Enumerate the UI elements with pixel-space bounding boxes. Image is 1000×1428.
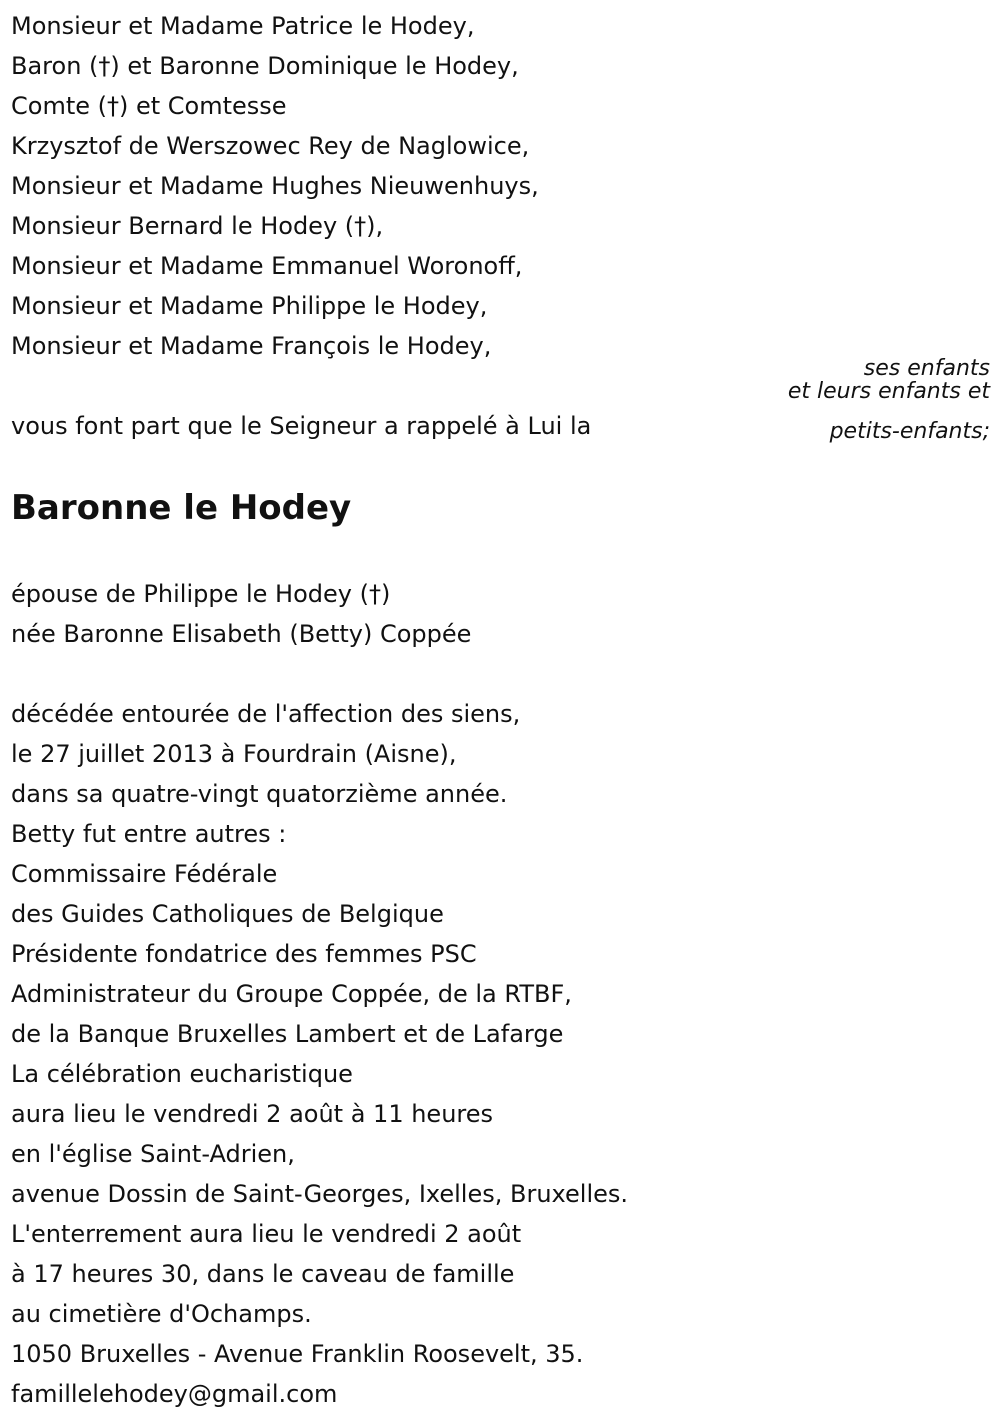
contact-email[interactable]: famillelehodey@gmail.com (11, 1380, 338, 1408)
family-member-line: Baron (†) et Baronne Dominique le Hodey, (11, 52, 519, 80)
family-member-line: Monsieur et Madame Hughes Nieuwenhuys, (11, 172, 539, 200)
body-line: 1050 Bruxelles - Avenue Franklin Roosevelt, 35. (11, 1340, 584, 1368)
body-line: La célébration eucharistique (11, 1060, 353, 1088)
family-member-line: Monsieur et Madame François le Hodey, (11, 332, 492, 360)
body-line: le 27 juillet 2013 à Fourdrain (Aisne), (11, 740, 457, 768)
body-line: de la Banque Bruxelles Lambert et de Lafarge (11, 1020, 564, 1048)
maiden-name-line: née Baronne Elisabeth (Betty) Coppée (11, 620, 472, 648)
family-member-line: Krzysztof de Werszowec Rey de Naglowice, (11, 132, 530, 160)
family-member-line: Monsieur et Madame Patrice le Hodey, (11, 12, 475, 40)
body-line: des Guides Catholiques de Belgique (11, 900, 444, 928)
body-line: Commissaire Fédérale (11, 860, 278, 888)
deceased-name: Baronne le Hodey (11, 488, 352, 528)
family-member-line: Monsieur et Madame Philippe le Hodey, (11, 292, 488, 320)
body-line: L'enterrement aura lieu le vendredi 2 août (11, 1220, 522, 1248)
body-line: décédée entourée de l'affection des siens, (11, 700, 521, 728)
relation-great-grandchildren: petits-enfants; (829, 419, 990, 444)
body-line: au cimetière d'Ochamps. (11, 1300, 312, 1328)
family-member-line: Monsieur Bernard le Hodey (†), (11, 212, 384, 240)
family-member-line: Monsieur et Madame Emmanuel Woronoff, (11, 252, 523, 280)
family-member-line: Comte (†) et Comtesse (11, 92, 287, 120)
body-line: en l'église Saint-Adrien, (11, 1140, 295, 1168)
body-line: avenue Dossin de Saint-Georges, Ixelles, Bruxelles. (11, 1180, 629, 1208)
announcement: vous font part que le Seigneur a rappelé à Lui la (11, 412, 592, 440)
body-line: aura lieu le vendredi 2 août à 11 heures (11, 1100, 494, 1128)
relation-grandchildren: et leurs enfants et (787, 379, 990, 404)
body-line: dans sa quatre-vingt quatorzième année. (11, 780, 508, 808)
body-line: Présidente fondatrice des femmes PSC (11, 940, 477, 968)
body-line: Administrateur du Groupe Coppée, de la RTBF, (11, 980, 572, 1008)
relation-children: ses enfants (863, 356, 990, 381)
spouse-line: épouse de Philippe le Hodey (†) (11, 580, 391, 608)
body-line: Betty fut entre autres : (11, 820, 287, 848)
body-line: à 17 heures 30, dans le caveau de famille (11, 1260, 515, 1288)
